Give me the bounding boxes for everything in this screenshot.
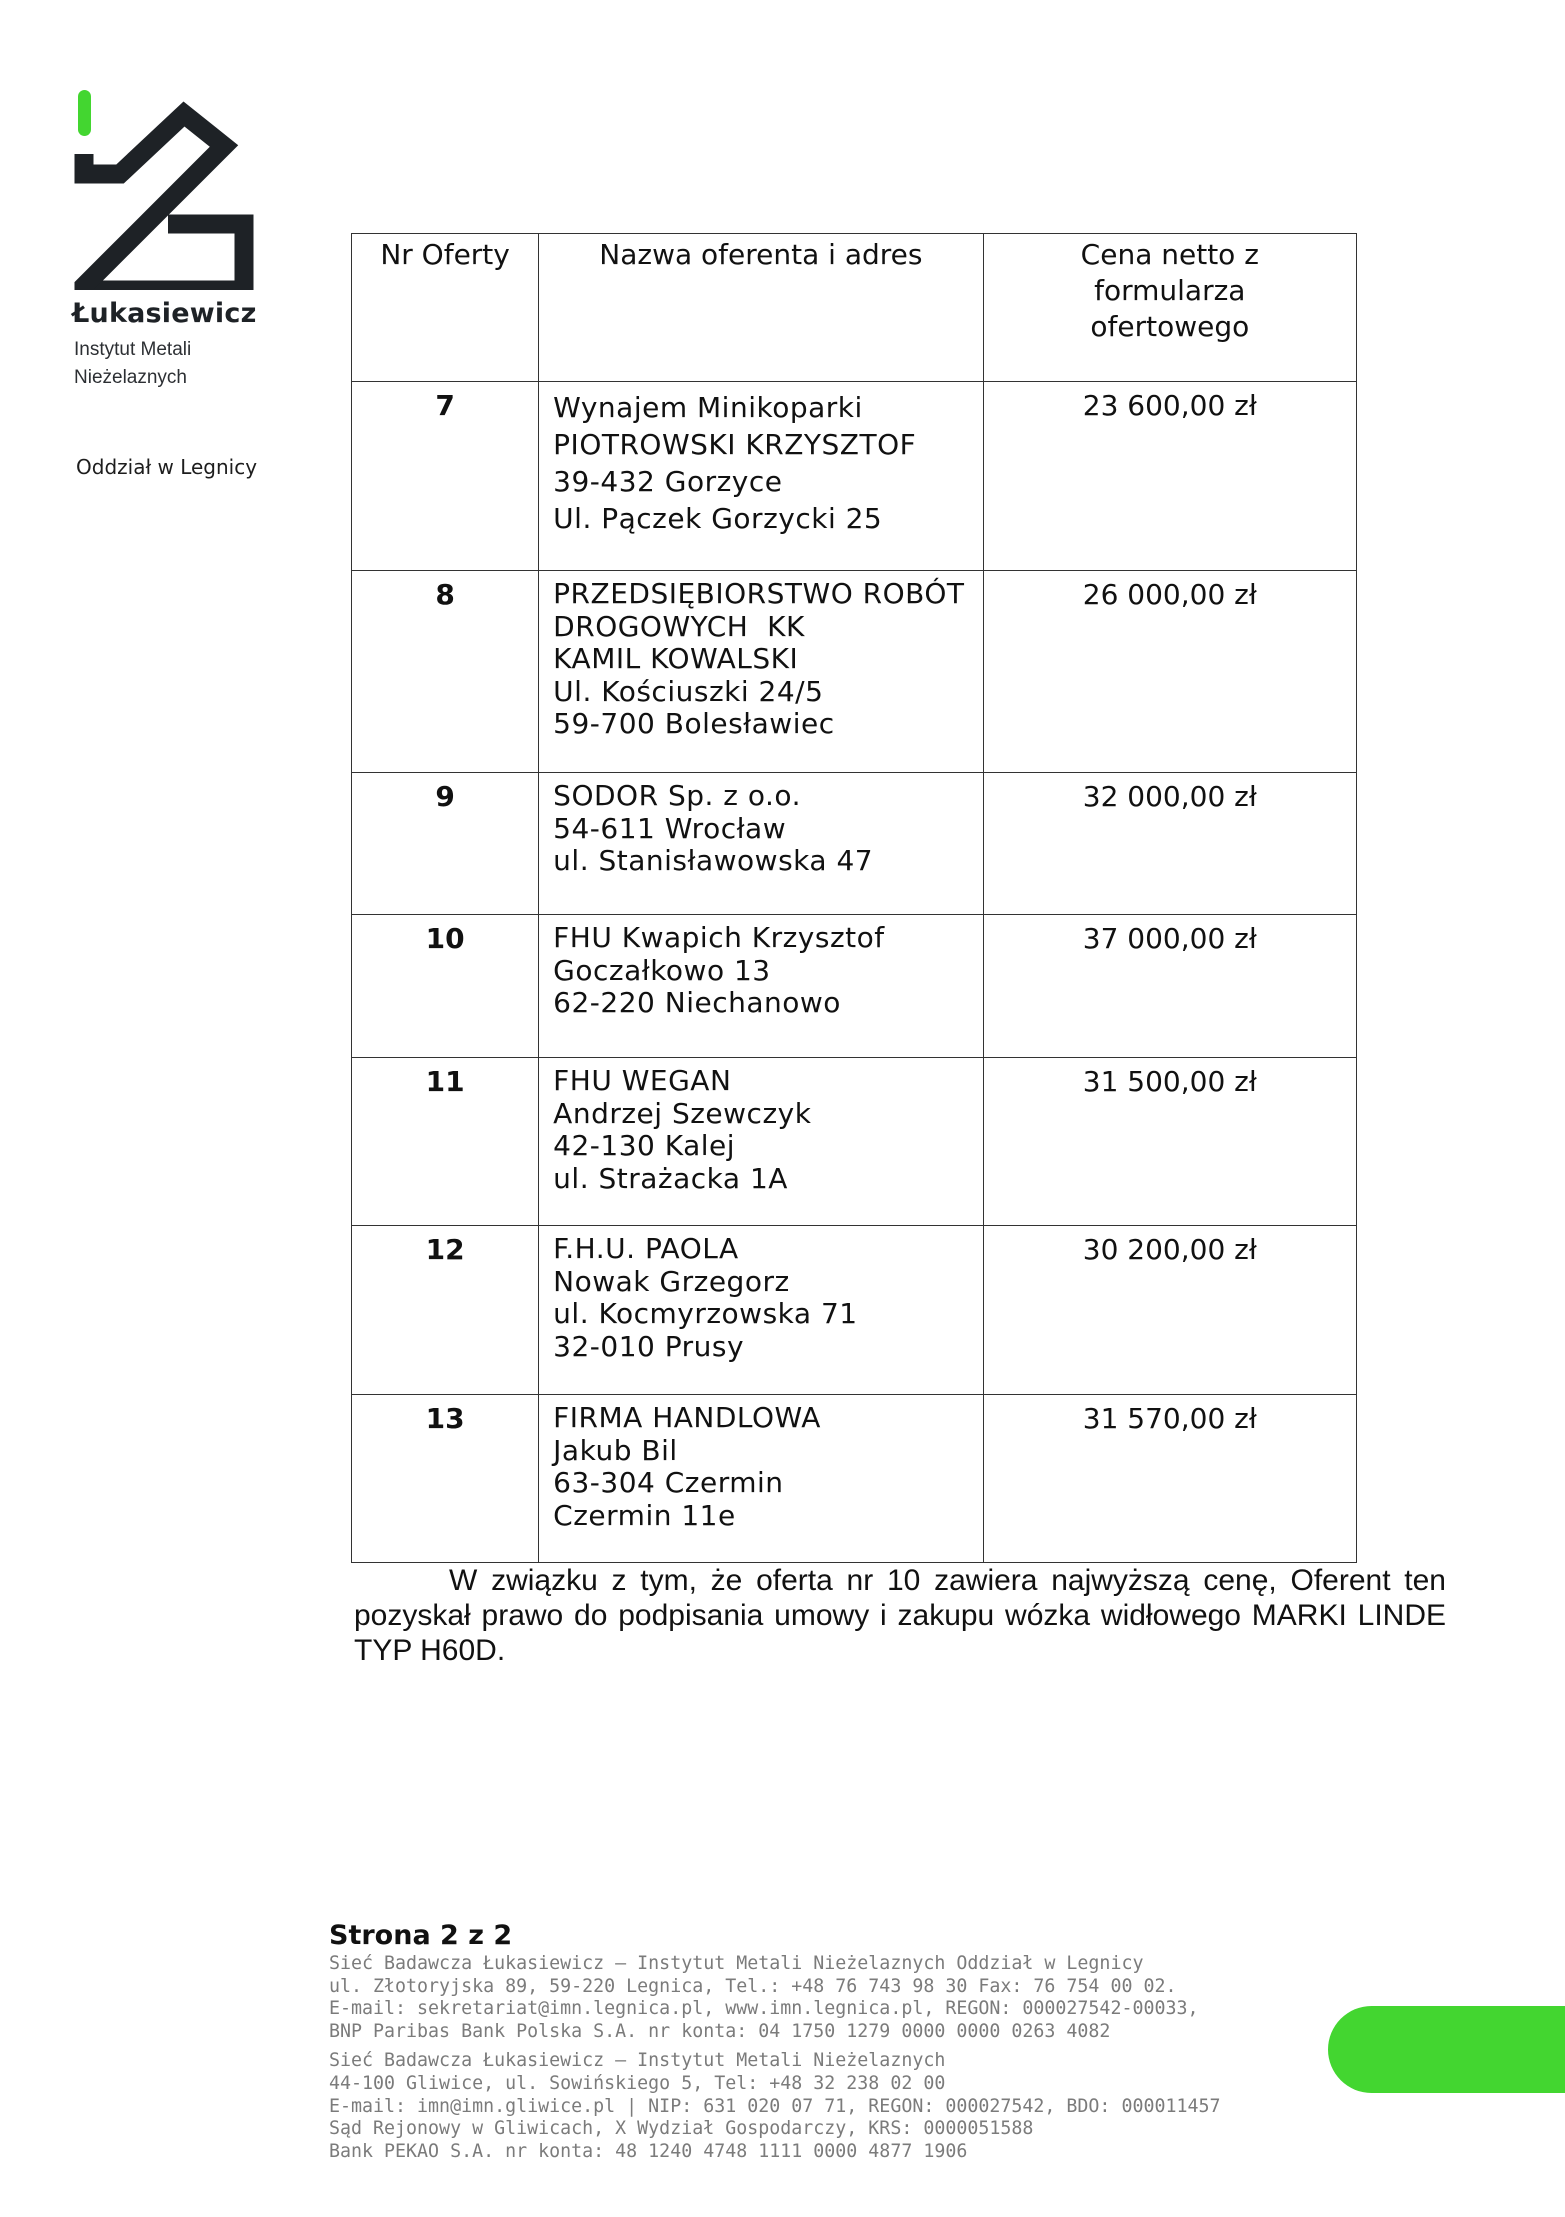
offer-number: 13 <box>352 1395 539 1563</box>
footer-gliwice-block: Sieć Badawcza Łukasiewicz – Instytut Metali Nieżelaznych 44-100 Gliwice, ul. Sowińskiego 5, Tel: +48 32 238 02 00 E-mail: imn@imn.gliwice.pl | NIP: 631 020 07 71, REGON: 000027542, BDO: 000011457 Sąd Rejonowy w Gliwicach, X Wydział Gospodarczy, KRS: 0000051588 Bank PEKAO S.A. nr konta: 48 1240 4748 1111 0000 4877 1906 <box>329 2050 1221 2162</box>
offerer-address: FHU Kwapich Krzysztof Goczałkowo 13 62-220 Niechanowo <box>539 915 983 1058</box>
green-decor-tab <box>1328 2006 1565 2093</box>
header-net-price: Cena netto z formularza ofertowego <box>983 234 1356 382</box>
table-row <box>352 571 1357 773</box>
summary-paragraph: W związku z tym, że oferta nr 10 zawiera najwyższą cenę, Oferent ten pozyskał prawo do podpisania umowy i zakupu wózka widłowego MARKI LINDE TYP H60D. <box>354 1564 1446 1667</box>
table-row <box>352 1226 1357 1395</box>
offer-number: 11 <box>352 1058 539 1226</box>
offer-price: 26 000,00 zł <box>983 571 1356 773</box>
header-offerer-name: Nazwa oferenta i adres <box>539 234 983 382</box>
offers-table <box>351 233 1357 1563</box>
table-row <box>352 382 1357 571</box>
offer-number: 8 <box>352 571 539 773</box>
table-header-row <box>352 234 1357 382</box>
offerer-address: Wynajem Minikoparki PIOTROWSKI KRZYSZTOF 39-432 Gorzyce Ul. Pączek Gorzycki 25 <box>539 382 983 571</box>
table-row <box>352 1058 1357 1226</box>
offerer-address: FIRMA HANDLOWA Jakub Bil 63-304 Czermin Czermin 11e <box>539 1395 983 1563</box>
branch-name: Oddział w Legnicy <box>76 455 258 479</box>
offer-price: 23 600,00 zł <box>983 382 1356 571</box>
lukasiewicz-logo-icon <box>74 90 254 290</box>
table-row <box>352 915 1357 1058</box>
offerer-address: F.H.U. PAOLA Nowak Grzegorz ul. Kocmyrzowska 71 32-010 Prusy <box>539 1226 983 1395</box>
footer-legnica-block: Sieć Badawcza Łukasiewicz – Instytut Metali Nieżelaznych Oddział w Legnicy ul. Złotoryjska 89, 59-220 Legnica, Tel.: +48 76 743 98 30 Fax: 76 754 00 02. E-mail: sekretariat@imn.legnica.pl, www.imn.legnica.pl, REGON: 000027542-00033, BNP Paribas Bank Polska S.A. nr konta: 04 1750 1279 0000 0000 0263 4082 <box>329 1953 1199 2042</box>
offerer-address: SODOR Sp. z o.o. 54-611 Wrocław ul. Stanisławowska 47 <box>539 773 983 915</box>
table-row <box>352 773 1357 915</box>
footer <box>329 1920 1221 2163</box>
offer-price: 31 500,00 zł <box>983 1058 1356 1226</box>
brand-name: Łukasiewicz <box>72 298 257 329</box>
logo-upper-shape <box>84 114 224 290</box>
logo-green-bar <box>78 90 91 136</box>
offer-price: 30 200,00 zł <box>983 1226 1356 1395</box>
offer-price: 32 000,00 zł <box>983 773 1356 915</box>
institute-name: Instytut Metali Nieżelaznych <box>74 339 192 388</box>
offerer-address: FHU WEGAN Andrzej Szewczyk 42-130 Kalej ul. Strażacka 1A <box>539 1058 983 1226</box>
offer-number: 7 <box>352 382 539 571</box>
offerer-address: PRZEDSIĘBIORSTWO ROBÓT DROGOWYCH KK KAMIL KOWALSKI Ul. Kościuszki 24/5 59-700 Bolesławiec <box>539 571 983 773</box>
page-number: Strona 2 z 2 <box>329 1920 513 1951</box>
table-row <box>352 1395 1357 1563</box>
offer-price: 31 570,00 zł <box>983 1395 1356 1563</box>
offer-number: 12 <box>352 1226 539 1395</box>
offer-number: 10 <box>352 915 539 1058</box>
header-offer-number: Nr Oferty <box>352 234 539 382</box>
offer-number: 9 <box>352 773 539 915</box>
offer-price: 37 000,00 zł <box>983 915 1356 1058</box>
